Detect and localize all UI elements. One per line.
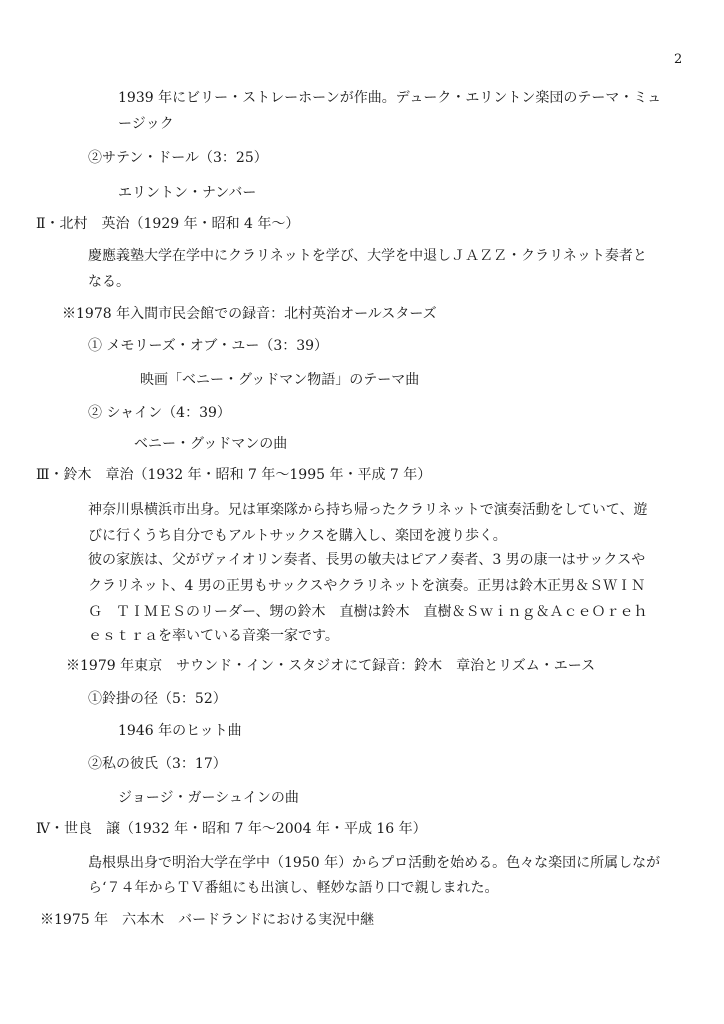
text-line: クラリネット、4 男の正男もサックスやクラリネットを演奏。正男は鈴木正男＆ＳＷＩＮ	[88, 578, 646, 594]
track-note: 1946 年のヒット曲	[118, 723, 242, 739]
text-line: 島根県出身で明治大学在学中（1950 年）からプロ活動を始める。色々な楽団に所属しなが	[88, 855, 661, 871]
text-line: Ｇ ＴＩＭＥＳのリーダー、甥の鈴木 直樹は鈴木 直樹＆Ｓｗｉｎｇ＆ＡｃｅＯｒｅｈ	[88, 604, 648, 620]
text-line: ｅｓｔｒａを率いている音楽一家です。	[88, 628, 339, 644]
recording-note: ※1979 年東京 サウンド・イン・スタジオにて録音：鈴木 章治とリズム・エース	[66, 658, 596, 674]
text-line: 慶應義塾大学在学中にクラリネットを学び、大学を中退しＪＡＺＺ・クラリネット奏者と	[88, 248, 647, 264]
text-line: 神奈川県横浜市出身。兄は軍楽隊から持ち帰ったクラリネットで演奏活動をしていて、遊	[88, 502, 648, 518]
section-heading: Ⅲ・鈴木 章治（1932 年・昭和 7 年〜1995 年・平成 7 年）	[36, 467, 432, 483]
section-heading: Ⅱ・北村 英治（1929 年・昭和 4 年〜）	[36, 216, 300, 232]
track-note: ベニー・グッドマンの曲	[134, 436, 288, 452]
track-note: 映画「ベニー・グッドマン物語」のテーマ曲	[140, 372, 420, 388]
track-item: ① メモリーズ・オブ・ユー（3：39）	[88, 338, 329, 354]
text-line: びに行くうち自分でもアルトサックスを購入し、楽団を渡り歩く。	[88, 528, 507, 544]
track-item: ①鈴掛の径（5：52）	[88, 691, 227, 707]
track-item: ② シャイン（4：39）	[88, 405, 231, 421]
text-line: ら‘７４年からＴＶ番組にも出演し、軽妙な語り口で親しまれた。	[88, 880, 499, 896]
track-item: ②私の彼氏（3：17）	[88, 756, 227, 772]
text-line: なる。	[88, 274, 130, 290]
track-note: ジョージ・ガーシュインの曲	[118, 790, 299, 806]
section-heading: Ⅳ・世良 譲（1932 年・昭和 7 年〜2004 年・平成 16 年）	[36, 821, 427, 837]
text-line: 1939 年にビリー・ストレーホーンが作曲。デューク・エリントン楽団のテーマ・ミュ	[118, 90, 662, 106]
text-line: ージック	[118, 116, 174, 132]
recording-note: ※1975 年 六本木 バードランドにおける実況中継	[40, 912, 375, 928]
track-note: エリントン・ナンバー	[118, 185, 257, 201]
recording-note: ※1978 年入間市民会館での録音：北村英治オールスターズ	[62, 306, 437, 322]
track-item: ②サテン・ドール（3：25）	[88, 150, 268, 166]
page-number: 2	[674, 52, 683, 67]
text-line: 彼の家族は、父がヴァイオリン奏者、長男の敏夫はピアノ奏者、3 男の康一はサックスや	[88, 552, 646, 568]
